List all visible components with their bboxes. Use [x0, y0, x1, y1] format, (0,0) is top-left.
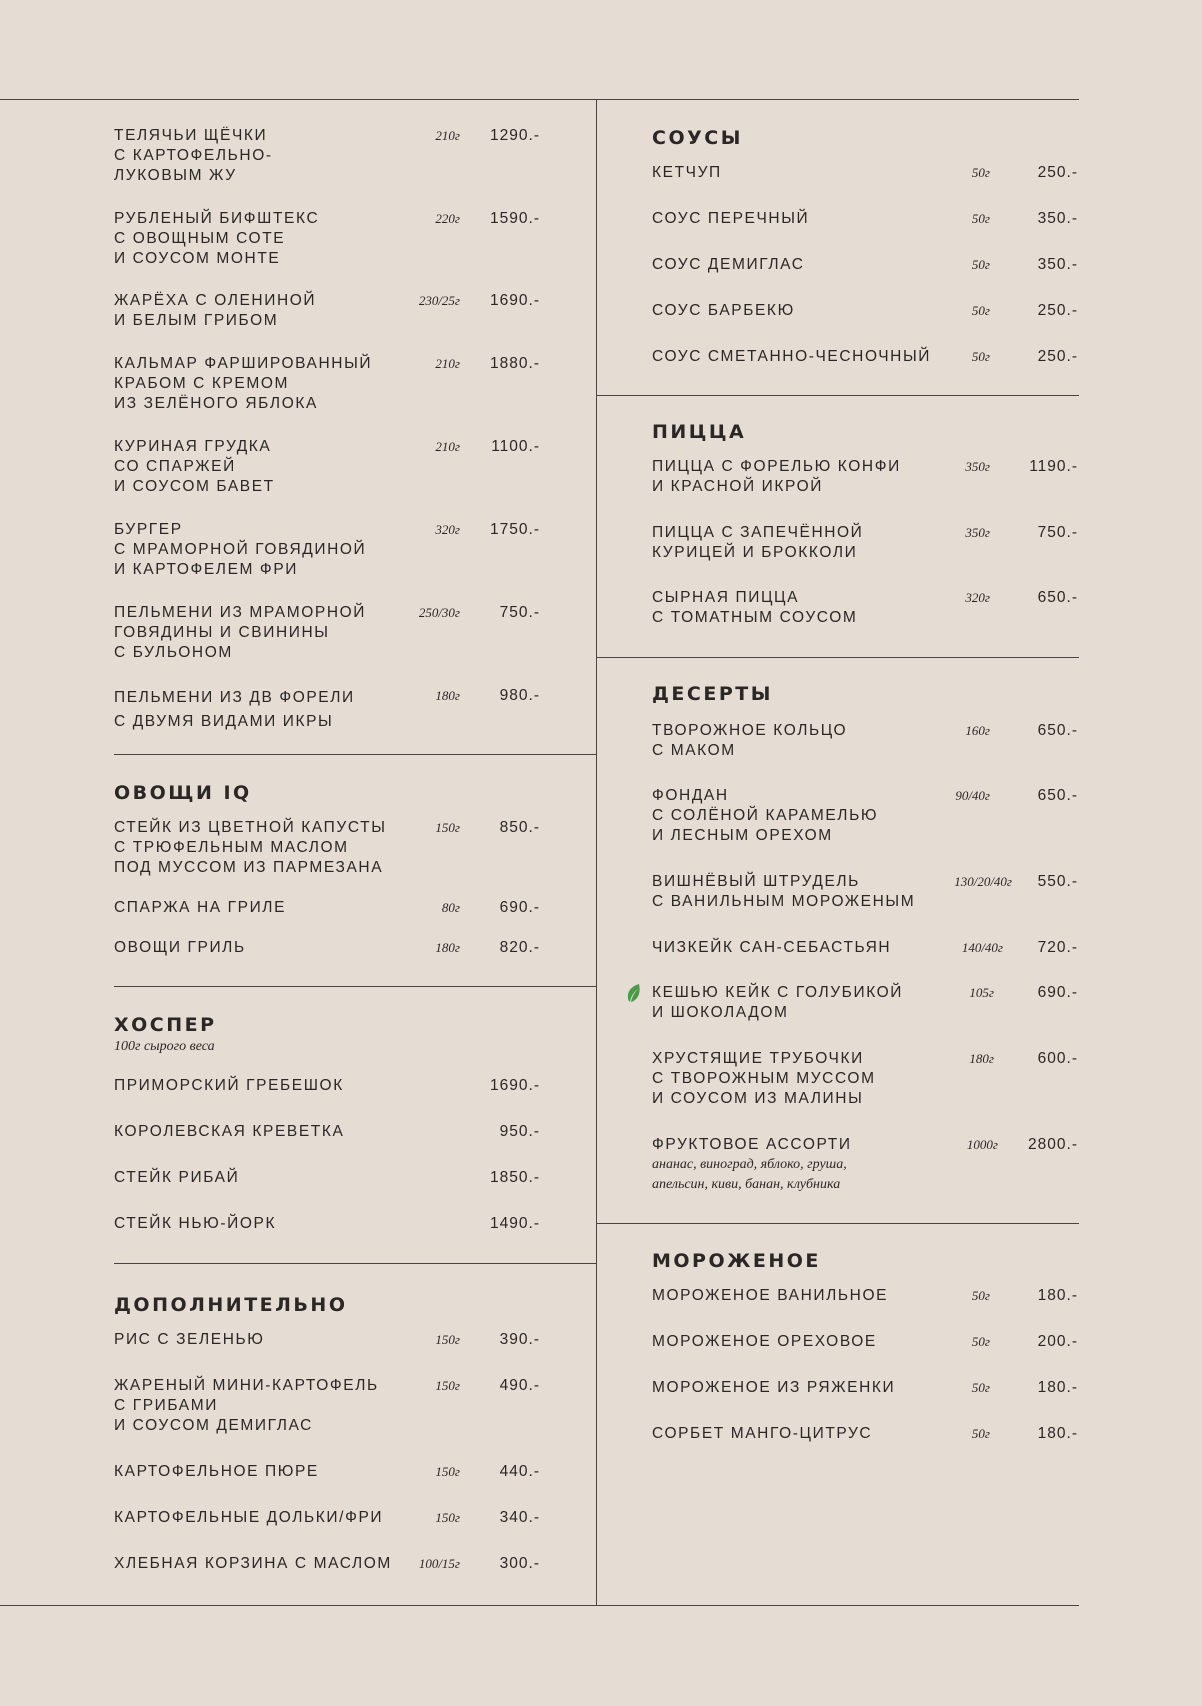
item-price: 1590.- — [490, 210, 540, 227]
item-price: 600.- — [1037, 1050, 1078, 1067]
item-name: КАЛЬМАР ФАРШИРОВАННЫЙ КРАБОМ С КРЕМОМ ИЗ ЗЕЛЁНОГО ЯБЛОКА — [114, 355, 373, 412]
pizza-section — [652, 421, 1078, 626]
item-price: 350.- — [1037, 210, 1078, 227]
item-name: КАРТОФЕЛЬНОЕ ПЮРЕ — [114, 1463, 319, 1480]
item-price: 350.- — [1037, 256, 1078, 273]
item-price: 250.- — [1037, 302, 1078, 319]
item-weight: 150г — [435, 1332, 460, 1347]
item-price: 1290.- — [490, 127, 540, 144]
item-price: 490.- — [499, 1377, 540, 1394]
item-name: ЧИЗКЕЙК САН-СЕБАСТЬЯН — [652, 939, 892, 956]
item-weight: 130/20/40г — [954, 874, 1012, 889]
item-price: 1690.- — [490, 1077, 540, 1094]
item-price: 390.- — [499, 1331, 540, 1348]
item-name: ВИШНЁВЫЙ ШТРУДЕЛЬ С ВАНИЛЬНЫМ МОРОЖЕНЫМ — [652, 873, 916, 910]
item-description: ананас, виноград, яблоко, груша, апельсин, киви, банан, клубника — [652, 1157, 847, 1192]
item-weight: 180г — [435, 688, 460, 703]
item-price: 250.- — [1037, 348, 1078, 365]
item-weight: 150г — [435, 1378, 460, 1393]
item-weight: 50г — [971, 165, 990, 180]
josper-section — [114, 1014, 540, 1232]
item-name: БУРГЕР С МРАМОРНОЙ ГОВЯДИНОЙ И КАРТОФЕЛЕМ ФРИ — [114, 521, 367, 578]
item-price: 1100.- — [491, 438, 540, 455]
item-name: СОУС БАРБЕКЮ — [652, 302, 795, 319]
item-name: СОУС ДЕМИГЛАС — [652, 256, 805, 273]
item-weight: 150г — [435, 820, 460, 835]
item-name: КАРТОФЕЛЬНЫЕ ДОЛЬКИ/ФРИ — [114, 1509, 384, 1526]
item-weight: 50г — [971, 1426, 990, 1441]
item-weight: 50г — [971, 211, 990, 226]
item-name: ПЕЛЬМЕНИ ИЗ МРАМОРНОЙ ГОВЯДИНЫ И СВИНИНЫ С БУЛЬОНОМ — [114, 604, 367, 661]
item-price: 650.- — [1037, 589, 1078, 606]
item-price: 850.- — [499, 819, 540, 836]
item-price: 750.- — [499, 604, 540, 621]
item-weight: 105г — [969, 985, 994, 1000]
extra-section — [114, 1294, 540, 1572]
item-name: СОРБЕТ МАНГО-ЦИТРУС — [652, 1425, 873, 1442]
sauces-section — [652, 127, 1078, 365]
item-weight: 350г — [965, 525, 990, 540]
desserts-section — [652, 683, 1078, 1192]
item-name: ХЛЕБНАЯ КОРЗИНА С МАСЛОМ — [114, 1555, 392, 1572]
vegetables-section — [114, 782, 540, 956]
item-name: КОРОЛЕВСКАЯ КРЕВЕТКА — [114, 1123, 345, 1140]
item-name: ФРУКТОВОЕ АССОРТИ — [652, 1136, 852, 1153]
item-price: 1490.- — [490, 1215, 540, 1232]
item-name: ПИЦЦА С ФОРЕЛЬЮ КОНФИ И КРАСНОЙ ИКРОЙ — [652, 458, 901, 495]
item-weight: 210г — [435, 128, 460, 143]
item-price: 650.- — [1037, 722, 1078, 739]
item-price: 300.- — [499, 1555, 540, 1572]
item-price: 250.- — [1037, 164, 1078, 181]
item-price: 980.- — [499, 687, 540, 704]
item-name: СПАРЖА НА ГРИЛЕ — [114, 899, 287, 916]
item-name: СТЕЙК ИЗ ЦВЕТНОЙ КАПУСТЫ С ТРЮФЕЛЬНЫМ МАСЛОМ ПОД МУССОМ ИЗ ПАРМЕЗАНА — [114, 819, 387, 876]
item-price: 690.- — [1037, 984, 1078, 1001]
item-name: КУРИНАЯ ГРУДКА СО СПАРЖЕЙ И СОУСОМ БАВЕТ — [114, 438, 275, 495]
item-weight: 210г — [435, 356, 460, 371]
item-name: СТЕЙК РИБАЙ — [114, 1169, 240, 1186]
item-price: 820.- — [499, 939, 540, 956]
item-name: ТЕЛЯЧЬИ ЩЁЧКИ С КАРТОФЕЛЬНО- ЛУКОВЫМ ЖУ — [114, 127, 273, 184]
item-name: МОРОЖЕНОЕ ИЗ РЯЖЕНКИ — [652, 1379, 896, 1396]
section-title: ОВОЩИ IQ — [114, 782, 252, 804]
item-weight: 320г — [435, 522, 460, 537]
section-note: 100г сырого веса — [114, 1039, 215, 1054]
item-name: МОРОЖЕНОЕ ОРЕХОВОЕ — [652, 1333, 877, 1350]
item-name: ПИЦЦА С ЗАПЕЧЁННОЙ КУРИЦЕЙ И БРОККОЛИ — [652, 524, 864, 561]
item-price: 1880.- — [490, 355, 540, 372]
item-name: ПРИМОРСКИЙ ГРЕБЕШОК — [114, 1077, 344, 1094]
item-price: 440.- — [499, 1463, 540, 1480]
item-weight: 50г — [971, 349, 990, 364]
item-name: СТЕЙК НЬЮ-ЙОРК — [114, 1215, 277, 1232]
item-weight: 320г — [965, 590, 990, 605]
item-price: 180.- — [1037, 1287, 1078, 1304]
item-name: ЖАРЕНЫЙ МИНИ-КАРТОФЕЛЬ С ГРИБАМИ И СОУСОМ ДЕМИГЛАС — [114, 1377, 379, 1434]
item-weight: 250/30г — [418, 605, 460, 620]
item-price: 340.- — [499, 1509, 540, 1526]
item-name: РУБЛЕНЫЙ БИФШТЕКС С ОВОЩНЫМ СОТЕ И СОУСОМ МОНТЕ — [114, 210, 320, 267]
item-weight: 90/40г — [955, 788, 990, 803]
item-name: ХРУСТЯЩИЕ ТРУБОЧКИ С ТВОРОЖНЫМ МУССОМ И СОУСОМ ИЗ МАЛИНЫ — [652, 1050, 876, 1107]
item-price: 1750.- — [490, 521, 540, 538]
right-column — [652, 0, 1078, 1706]
item-price: 180.- — [1037, 1379, 1078, 1396]
item-weight: 230/25г — [418, 293, 460, 308]
item-weight: 1000г — [966, 1137, 998, 1152]
item-weight: 210г — [435, 439, 460, 454]
item-weight: 350г — [965, 459, 990, 474]
item-weight: 50г — [971, 1380, 990, 1395]
item-name: ЖАРЁХА С ОЛЕНИНОЙ И БЕЛЫМ ГРИБОМ — [114, 292, 317, 329]
item-weight: 160г — [965, 723, 990, 738]
item-weight: 50г — [971, 1334, 990, 1349]
leaf-icon — [626, 983, 642, 1003]
item-weight: 80г — [441, 900, 460, 915]
item-name: СЫРНАЯ ПИЦЦА С ТОМАТНЫМ СОУСОМ — [652, 589, 858, 626]
item-price: 180.- — [1037, 1425, 1078, 1442]
item-price: 200.- — [1037, 1333, 1078, 1350]
item-price: 1190.- — [1029, 458, 1078, 475]
section-title: ДЕСЕРТЫ — [652, 683, 773, 705]
item-weight: 140/40г — [961, 940, 1003, 955]
item-name: РИС С ЗЕЛЕНЬЮ — [114, 1331, 265, 1348]
item-price: 950.- — [499, 1123, 540, 1140]
item-price: 750.- — [1037, 524, 1078, 541]
item-name: КЕШЬЮ КЕЙК С ГОЛУБИКОЙ И ШОКОЛАДОМ — [652, 984, 904, 1021]
item-weight: 150г — [435, 1510, 460, 1525]
item-price: 650.- — [1037, 787, 1078, 804]
item-weight: 150г — [435, 1464, 460, 1479]
section-title: ДОПОЛНИТЕЛЬНО — [114, 1294, 348, 1316]
section-title: ПИЦЦА — [652, 421, 747, 443]
item-price: 1850.- — [490, 1169, 540, 1186]
item-name: ТВОРОЖНОЕ КОЛЬЦО С МАКОМ — [652, 722, 848, 759]
item-weight: 100/15г — [418, 1556, 460, 1571]
item-price: 550.- — [1037, 873, 1078, 890]
item-weight: 220г — [435, 211, 460, 226]
item-weight: 50г — [971, 257, 990, 272]
section-title: СОУСЫ — [652, 127, 743, 149]
item-weight: 50г — [971, 303, 990, 318]
item-name: ОВОЩИ ГРИЛЬ — [114, 939, 246, 956]
item-weight: 180г — [435, 940, 460, 955]
item-price: 2800.- — [1028, 1136, 1078, 1153]
item-name: СОУС ПЕРЕЧНЫЙ — [652, 210, 810, 227]
left-column — [114, 0, 540, 1706]
item-name: МОРОЖЕНОЕ ВАНИЛЬНОЕ — [652, 1287, 889, 1304]
item-name: ПЕЛЬМЕНИ ИЗ ДВ ФОРЕЛИ С ДВУМЯ ВИДАМИ ИКРЫ — [114, 689, 355, 730]
item-name: КЕТЧУП — [652, 164, 722, 181]
item-price: 690.- — [499, 899, 540, 916]
section-title: ХОСПЕР — [114, 1014, 217, 1036]
item-name: СОУС СМЕТАННО-ЧЕСНОЧНЫЙ — [652, 348, 932, 365]
section-title: МОРОЖЕНОЕ — [652, 1250, 821, 1272]
item-weight: 180г — [969, 1051, 994, 1066]
item-price: 720.- — [1037, 939, 1078, 956]
item-weight: 50г — [971, 1288, 990, 1303]
item-name: ФОНДАН С СОЛЁНОЙ КАРАМЕЛЬЮ И ЛЕСНЫМ ОРЕХОМ — [652, 787, 879, 844]
icecream-section — [652, 1250, 1078, 1442]
column-divider — [596, 99, 597, 1605]
item-price: 1690.- — [490, 292, 540, 309]
